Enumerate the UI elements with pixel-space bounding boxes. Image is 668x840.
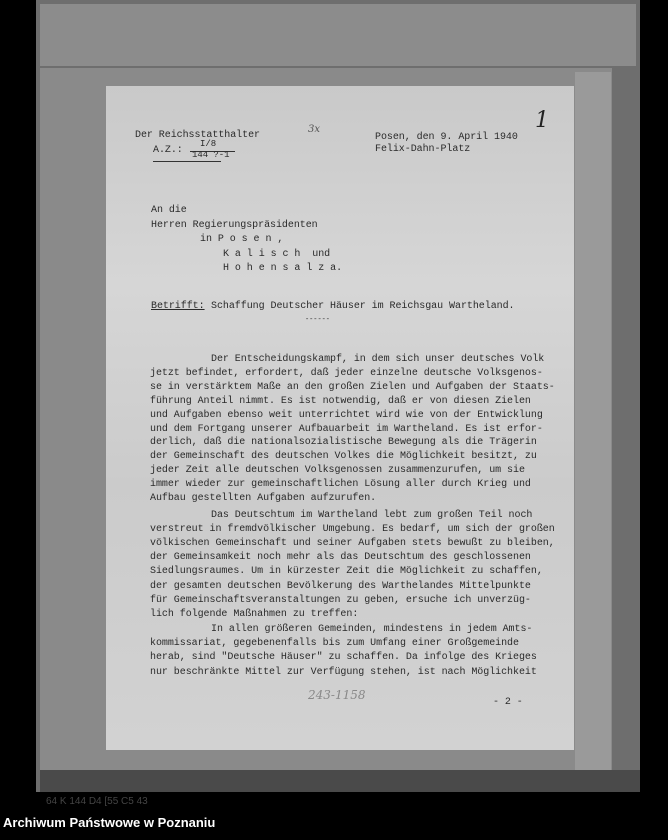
film-strip-text: 64 K 144 D4 [55 C5 43 <box>46 796 148 807</box>
text-line: Der Entscheidungskampf, in dem sich unser deutsches Volk <box>211 354 545 365</box>
address: Felix-Dahn-Platz <box>375 144 471 155</box>
page-number-handwritten: 1 <box>535 108 549 133</box>
az-numerator: I/8 <box>200 139 217 149</box>
text-line: herab, sind "Deutsche Häuser" zu schaffen. Da infolge des Krieges <box>150 652 537 664</box>
text-line: führung Anteil nimmt. Es ist notwendig, daß er von diesen Zielen <box>150 395 531 407</box>
az-denominator: 144 ?-1 <box>192 150 230 160</box>
text-line: derlich, daß die nationalsozialistische Bewegung als die Trägerin <box>150 437 537 449</box>
sender: Der Reichsstatthalter <box>135 130 260 141</box>
recipient-line: K a l i s c h und <box>223 249 331 260</box>
text-line: immer wieder zur gemeinschaftlichen Lösung aller durch Krieg und <box>150 479 531 491</box>
text-line: lich folgende Maßnahmen zu treffen: <box>150 608 359 620</box>
text-line: Das Deutschtum im Wartheland lebt zum großen Teil noch <box>211 510 533 521</box>
film-strip <box>40 770 640 792</box>
text-line: für Gemeinschaftsveranstaltungen zu geben, ersuche ich unverzüg- <box>150 594 531 606</box>
az-underline <box>153 161 221 162</box>
text-line: In allen größeren Gemeinden, mindestens in jedem Amts- <box>211 624 533 635</box>
text-line: nur beschränkte Mittel zur Verfügung stehen, ist nach Möglichkeit <box>150 666 537 678</box>
recipient-line: in P o s e n , <box>200 234 284 245</box>
recipient-line: Herren Regierungspräsidenten <box>151 220 318 231</box>
text-line: der Gemeinsamkeit noch mehr als das Deutschtum des geschlossenen <box>150 552 531 564</box>
archive-number-handwritten: 243-1158 <box>308 688 366 702</box>
place-date: Posen, den 9. April 1940 <box>375 132 518 143</box>
pencil-mark: 3x <box>308 124 321 135</box>
subject-rule: ------ <box>305 316 330 324</box>
text-line: der Gemeinschaft des deutschen Volkes die Möglichkeit besitzt, zu <box>150 451 537 463</box>
subject: Schaffung Deutscher Häuser im Reichsgau Wartheland. <box>211 301 515 312</box>
text-line: und dem Fortgang unserer Aufbauarbeit im Wartheland. Es ist erfor- <box>150 423 543 435</box>
text-line: se in verstärktem Maße an den großen Zielen und Aufgaben der Staats- <box>150 381 555 393</box>
text-line: jeder Zeit alle deutschen Volksgenossen zusammenzurufen, um sie <box>150 465 525 477</box>
text-line: völkischen Gemeinschaft und seiner Aufgaben stets bewußt zu bleiben, <box>150 538 555 550</box>
recipient-line: H o h e n s a l z a. <box>223 263 343 274</box>
text-line: und Aufgaben ebenso weit unterrichtet wird wie von der Entwicklung <box>150 409 543 421</box>
archive-footer: Archiwum Państwowe w Poznaniu <box>3 815 216 830</box>
text-line: Siedlungsraumes. Um in kürzester Zeit die Möglichkeit zu schaffen, <box>150 566 543 578</box>
recipient-line: An die <box>151 205 187 216</box>
text-line: kommissariat, gegebenenfalls bis zum Umfang einer Großgemeinde <box>150 638 519 650</box>
subject-label: Betrifft: <box>151 301 205 312</box>
az-label: A.Z.: <box>153 145 183 156</box>
text-line: verstreut in fremdvölkischer Umgebung. Es bedarf, um sich der großen <box>150 524 555 536</box>
page-continuation: - 2 - <box>493 697 523 708</box>
backing-sheet-edge <box>575 72 611 772</box>
text-line: jetzt befindet, erfordert, daß jeder einzelne deutsche Volksgenos- <box>150 367 543 379</box>
text-line: der gesamten deutschen Bevölkerung des Warthelandes Mittelpunkte <box>150 580 531 592</box>
text-line: Aufbau gestellten Aufgaben aufzurufen. <box>150 493 377 504</box>
scan-top-margin <box>40 4 636 66</box>
